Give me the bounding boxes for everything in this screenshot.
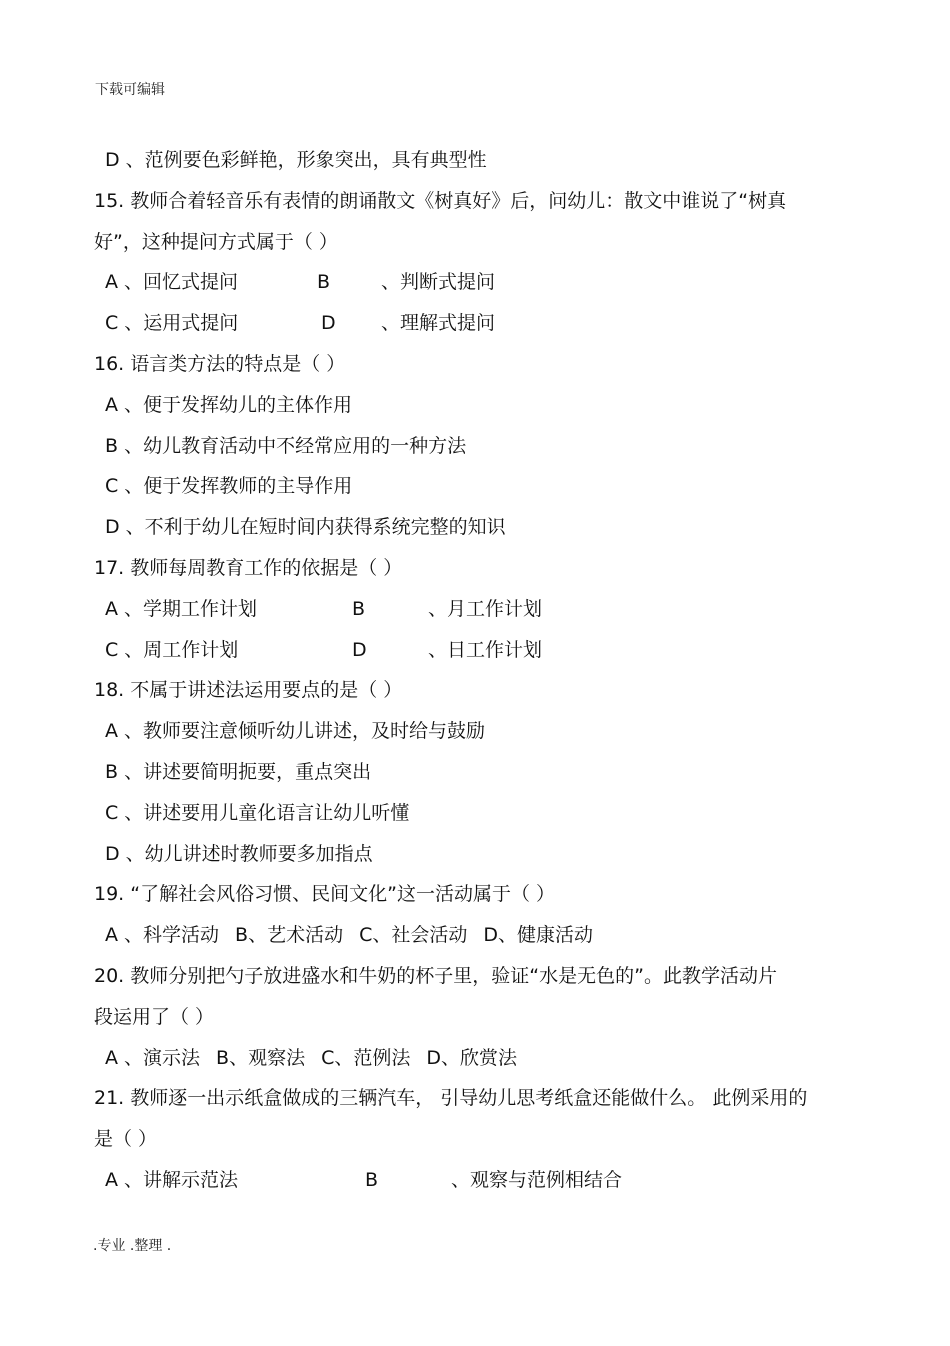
- option-item: A 、科学活动: [105, 924, 220, 947]
- question-line: 19. “了解社会风俗习惯、民间文化”这一活动属于（ ）: [94, 883, 555, 906]
- option-line: C 、讲述要用儿童化语言让幼儿听懂: [105, 801, 410, 824]
- option-left: C 、周工作计划: [105, 638, 239, 661]
- option-left: A 、学期工作计划: [105, 597, 258, 620]
- option-letter: B: [317, 271, 331, 294]
- option-right: 、判断式提问: [381, 271, 496, 294]
- option-item: C、社会活动: [359, 924, 468, 947]
- option-line: A 、教师要注意倾听幼儿讲述，及时给与鼓励: [105, 720, 486, 743]
- option-letter: B: [365, 1168, 379, 1191]
- option-letter: D: [321, 312, 336, 335]
- question-line: 是（ ）: [94, 1128, 158, 1151]
- option-letter: B: [352, 597, 366, 620]
- question-line: 17. 教师每周教育工作的依据是（ ）: [94, 556, 403, 579]
- option-item: B、观察法: [216, 1046, 306, 1069]
- option-item: B、艺术活动: [235, 924, 344, 947]
- option-line: B 、幼儿教育活动中不经常应用的一种方法: [105, 434, 467, 457]
- option-right: 、观察与范例相结合: [451, 1168, 623, 1191]
- option-pair-row: [94, 303, 904, 344]
- option-item: A 、演示法: [105, 1046, 201, 1069]
- question-line: 段运用了（ ）: [94, 1005, 215, 1028]
- question-line: 15. 教师合着轻音乐有表情的朗诵散文《树真好》后，问幼儿：散文中谁说了“树真: [94, 189, 787, 212]
- option-line: A 、便于发挥幼儿的主体作用: [105, 393, 353, 416]
- option-pair-row: [94, 630, 904, 671]
- option-left: A 、讲解示范法: [105, 1168, 239, 1191]
- page-footer-note: .专业 .整理 .: [93, 1238, 172, 1254]
- option-pair-row: [94, 589, 904, 630]
- option-item: C、范例法: [321, 1046, 411, 1069]
- question-line: 21. 教师逐一出示纸盒做成的三辆汽车， 引导幼儿思考纸盒还能做什么。 此例采用的: [94, 1087, 808, 1110]
- option-left: A 、回忆式提问: [105, 271, 239, 294]
- option-line: D 、幼儿讲述时教师要多加指点: [105, 842, 373, 865]
- option-line: B 、讲述要简明扼要，重点突出: [105, 760, 372, 783]
- option-pair-row: [94, 262, 904, 303]
- option-right: 、月工作计划: [428, 597, 543, 620]
- question-line: 20. 教师分别把勺子放进盛水和牛奶的杯子里，验证“水是无色的”。此教学活动片: [94, 964, 777, 987]
- option-four-row: [94, 915, 904, 956]
- option-right: 、理解式提问: [381, 312, 496, 335]
- question-line: 16. 语言类方法的特点是（ ）: [94, 352, 346, 375]
- option-pair-row: [94, 1160, 904, 1201]
- question-content: [94, 140, 904, 1201]
- option-line: D 、不利于幼儿在短时间内获得系统完整的知识: [105, 516, 506, 539]
- option-line: C 、便于发挥教师的主导作用: [105, 475, 353, 498]
- question-line: 18. 不属于讲述法运用要点的是（ ）: [94, 679, 403, 702]
- option-left: C 、运用式提问: [105, 312, 239, 335]
- option-item: D、健康活动: [483, 924, 594, 947]
- option-four-row: [94, 1038, 904, 1079]
- option-line: D 、范例要色彩鲜艳，形象突出，具有典型性: [105, 149, 487, 171]
- option-right: 、日工作计划: [428, 638, 543, 661]
- option-letter: D: [352, 638, 367, 661]
- question-line: 好”，这种提问方式属于（ ）: [94, 230, 338, 253]
- page-header-note: 下载可编辑: [95, 82, 165, 98]
- option-item: D、欣赏法: [426, 1046, 518, 1069]
